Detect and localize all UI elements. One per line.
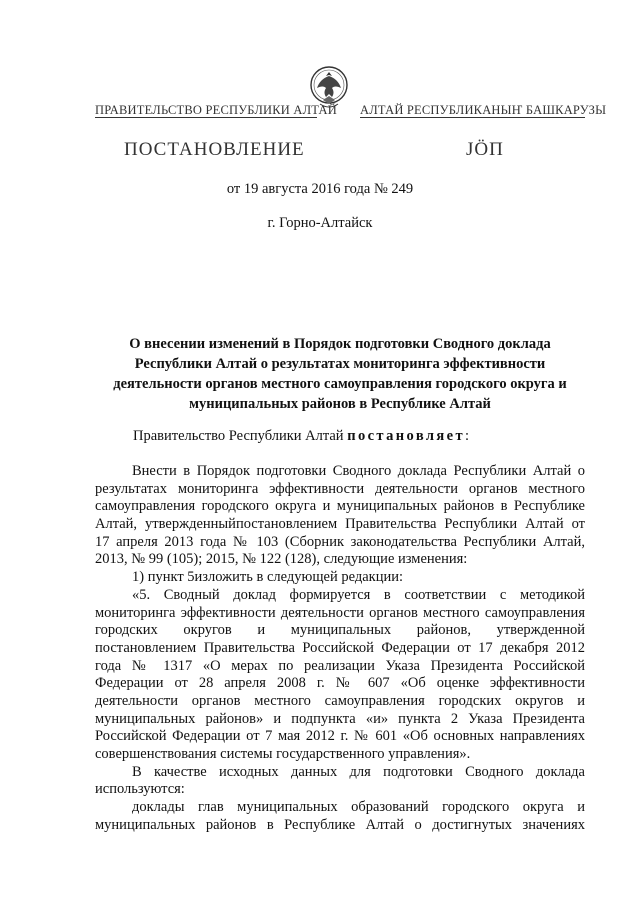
government-name-ru: ПРАВИТЕЛЬСТВО РЕСПУБЛИКИ АЛТАЙ (95, 103, 337, 117)
body-line: Алтай, утвержденныйпостановлением Правительства Республики Алтай от (95, 516, 585, 533)
government-name-altai: АЛТАЙ РЕСПУБЛИКАНЫҤ БАШКАРУЗЫ (360, 103, 607, 117)
body-line: Федерации от 28 апреля 2008 г. № 607 «Об оценке эффективности (95, 675, 585, 692)
document-type-altai: JӦП (466, 139, 504, 160)
decree-colon: : (465, 428, 470, 444)
document-body (95, 463, 585, 834)
body-line: мониторинга эффективности деятельности органов местного самоуправления (95, 604, 585, 621)
body-line: В качестве исходных данных для подготовки Сводного доклада (132, 763, 585, 780)
body-line: года № 1317 «О мерах по реализации Указа Президента Российской (95, 657, 585, 674)
body-line: доклады глав муниципальных образований городского округа и (132, 799, 585, 816)
header-divider-left (95, 117, 317, 118)
header-divider-right (360, 117, 585, 118)
body-line: городских округов и муниципальных районов, утвержденной (95, 622, 585, 639)
body-line: 2013, № 99 (105); 2015, № 122 (128), следующие изменения: (95, 551, 468, 568)
title-line: деятельности органов местного самоуправления городского округа и (113, 376, 567, 392)
decree-subject: Правительство Республики Алтай (133, 428, 344, 444)
document-type-ru: ПОСТАНОВЛЕНИЕ (124, 139, 305, 160)
body-line: 17 апреля 2013 года № 103 (Сборник законодательства Республики Алтай, (95, 533, 585, 550)
body-line: Внести в Порядок подготовки Сводного доклада Республики Алтай о (132, 463, 585, 479)
body-line: постановлением Правительства Российской Федерации от 17 декабря 2012 (95, 639, 585, 656)
document-title (95, 334, 585, 414)
body-line: «5. Сводный доклад формируется в соответствии с методикой (132, 586, 585, 603)
title-line: муниципальных районов в Республике Алтай (189, 396, 491, 412)
body-line: 1) пункт 5изложить в следующей редакции: (132, 569, 403, 586)
document-date-number: от 19 августа 2016 года № 249 (226, 181, 414, 197)
decree-statement (133, 428, 469, 445)
title-line: Республики Алтай о результатах мониторинга эффективности (134, 356, 546, 372)
body-line: муниципальных районов» и подпункта «и» пункта 2 Указа Президента (95, 710, 585, 727)
title-line: О внесении изменений в Порядок подготовки Сводного доклада (129, 336, 551, 352)
document-city: г. Горно-Алтайск (267, 215, 373, 231)
body-line: Российской Федерации от 7 мая 2012 г. № 601 «Об основных направлениях (95, 728, 585, 745)
body-line: самоуправления городского округа и муниципальных районов в Республике (95, 498, 585, 515)
body-line: муниципальных районов в Республике Алтай о достигнутых значениях (95, 816, 585, 833)
body-line: деятельности органов местного самоуправления городских округов и (95, 692, 585, 709)
body-line: используются: (95, 781, 185, 798)
body-line: совершенствования системы государственного управления». (95, 746, 471, 762)
decree-verb: постановляет (347, 428, 465, 444)
body-line: результатах мониторинга эффективности деятельности органов местного (95, 480, 585, 497)
